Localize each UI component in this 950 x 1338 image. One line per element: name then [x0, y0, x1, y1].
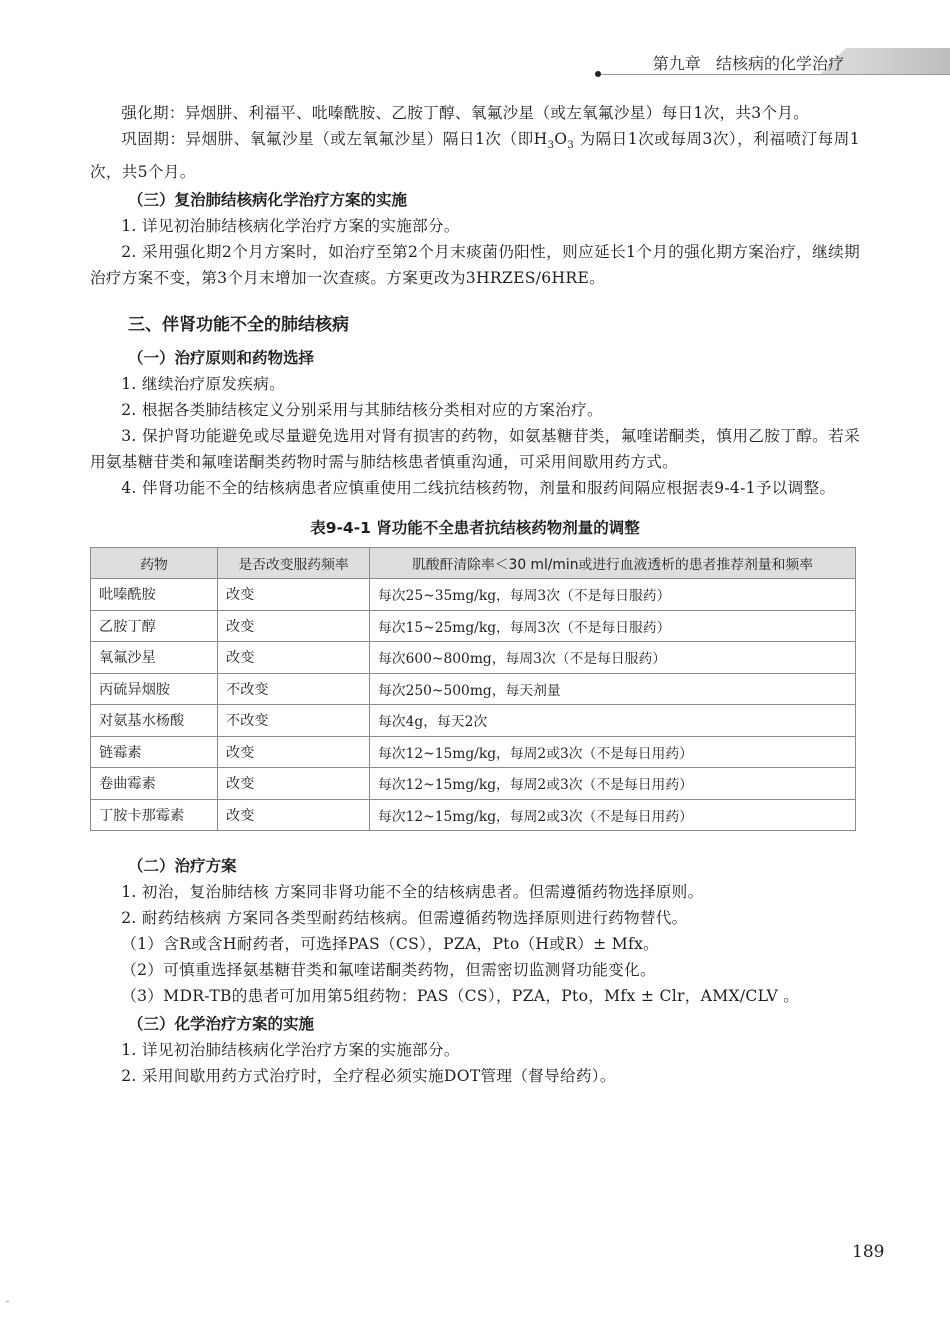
table-cell: 每次15~25mg/kg，每周3次（不是每日服药）: [370, 610, 856, 642]
list-item: 2. 根据各类肺结核定义分别采用与其肺结核分类相对应的方案治疗。: [121, 401, 603, 420]
list-item: （2）可慎重选择氨基糖苷类和氟喹诺酮类药物，但需密切监测肾功能变化。: [121, 961, 656, 980]
table-row: [91, 579, 856, 611]
table-row: [91, 642, 856, 674]
header-decoration: [846, 48, 950, 74]
table-cell: 每次12~15mg/kg，每周2或3次（不是每日用药）: [370, 736, 856, 768]
header-chapter-title: 结核病的化学治疗: [715, 54, 844, 73]
table-row: [91, 610, 856, 642]
list-item: 2. 耐药结核病 方案同各类型耐药结核病。但需遵循药物选择原则进行药物替代。: [121, 909, 688, 928]
table-cell: 改变: [218, 799, 370, 831]
table-cell: 对氨基水杨酸: [91, 705, 218, 737]
running-header: [596, 44, 950, 78]
column-header: 药物: [91, 548, 218, 579]
table-cell: 不改变: [218, 673, 370, 705]
table-header-row: [91, 548, 856, 579]
column-header: 是否改变服药频率: [218, 548, 370, 579]
list-item: 1. 详见初治肺结核病化学治疗方案的实施部分。: [121, 1041, 460, 1060]
table-row: [91, 768, 856, 800]
table-cell: 每次250~500mg，每天剂量: [370, 673, 856, 705]
table-cell: 改变: [218, 610, 370, 642]
table-cell: 链霉素: [91, 736, 218, 768]
table-cell: 改变: [218, 736, 370, 768]
table-cell: 改变: [218, 579, 370, 611]
table-cell: 改变: [218, 768, 370, 800]
table-cell: 不改变: [218, 705, 370, 737]
header-bullet: [595, 71, 601, 77]
table-row: [91, 705, 856, 737]
list-item: 2. 采用间歇用药方式治疗时，全疗程必须实施DOT管理（督导给药）。: [121, 1067, 616, 1086]
table-cell: 每次12~15mg/kg，每周2或3次（不是每日用药）: [370, 799, 856, 831]
list-item: 1. 初治，复治肺结核 方案同非肾功能不全的结核病患者。但需遵循药物选择原则。: [121, 883, 704, 902]
page-content: [90, 100, 860, 1089]
scan-speck: [6, 1300, 9, 1303]
list-item: 1. 继续治疗原发疾病。: [121, 375, 285, 394]
header-rule: [596, 74, 950, 75]
table-row: [91, 673, 856, 705]
table-cell: 吡嗪酰胺: [91, 579, 218, 611]
table-row: [91, 799, 856, 831]
paragraph-intensive: 强化期：异烟肼、利福平、吡嗪酰胺、乙胺丁醇、氧氟沙星（或左氧氟沙星）每日1次，共3个月。: [121, 104, 810, 122]
list-item: 4. 伴肾功能不全的结核病患者应慎重使用二线抗结核药物，剂量和服药间隔应根据表9-4-1予以调整。: [121, 479, 836, 498]
paragraph-consolidation: 巩固期：异烟肼、氧氟沙星（或左氧氟沙星）隔日1次（即$H_3O_3$ 为隔日1次或每周3次），利福喷汀每周1次，共5个月。: [90, 130, 861, 182]
list-item: 2. 采用强化期2个月方案时，如治疗至第2个月末痰菌仍阳性，则应延长1个月的强化期方案治疗，继续期治疗方案不变，第3个月末增加一次查痰。方案更改为3HRZES/6HRE。: [90, 243, 860, 288]
table-cell: 每次4g，每天2次: [370, 705, 856, 737]
table-cell: 丁胺卡那霉素: [91, 799, 218, 831]
table-cell: 氧氟沙星: [91, 642, 218, 674]
table-cell: 改变: [218, 642, 370, 674]
dosage-table: [90, 547, 856, 831]
page-number: 189: [852, 1242, 885, 1262]
table-caption: 表9-4-1 肾功能不全患者抗结核药物剂量的调整: [310, 519, 640, 538]
table-cell: 卷曲霉素: [91, 768, 218, 800]
table-cell: 每次12~15mg/kg，每周2或3次（不是每日用药）: [370, 768, 856, 800]
column-header: 肌酸酐清除率＜30 ml/min或进行血液透析的患者推荐剂量和频率: [370, 548, 856, 579]
after-table-block: [90, 853, 860, 1089]
list-item: （1）含R或含H耐药者，可选择PAS（CS），PZA，Pto（H或R）± Mfx。: [121, 935, 660, 954]
table-cell: 乙胺丁醇: [91, 610, 218, 642]
table-cell: 每次600~800mg，每周3次（不是每日服药）: [370, 642, 856, 674]
heading-treatment-plan: （二）治疗方案: [128, 857, 237, 876]
table-cell: 丙硫异烟胺: [91, 673, 218, 705]
list-item: （3）MDR-TB的患者可加用第5组药物：PAS（CS），PZA，Pto，Mfx ± Clr，AMX/CLV 。: [121, 987, 800, 1006]
heading-implementation: （三）化学治疗方案的实施: [128, 1015, 315, 1034]
table-row: [91, 736, 856, 768]
header-title: [653, 51, 844, 74]
header-chapter: 第九章: [652, 54, 701, 73]
heading-retreatment: （三）复治肺结核病化学治疗方案的实施: [128, 191, 408, 210]
heading-principles: （一）治疗原则和药物选择: [128, 349, 315, 368]
section-heading-renal: 三、伴肾功能不全的肺结核病: [128, 315, 349, 336]
list-item: 3. 保护肾功能避免或尽量避免选用对肾有损害的药物，如氨基糖苷类，氟喹诺酮类，慎用乙胺丁醇。若采用氨基糖苷类和氟喹诺酮类药物时需与肺结核患者慎重沟通，可采用间歇用药方式。: [90, 427, 860, 472]
table-cell: 每次25~35mg/kg，每周3次（不是每日服药）: [370, 579, 856, 611]
list-item: 1. 详见初治肺结核病化学治疗方案的实施部分。: [121, 217, 460, 236]
